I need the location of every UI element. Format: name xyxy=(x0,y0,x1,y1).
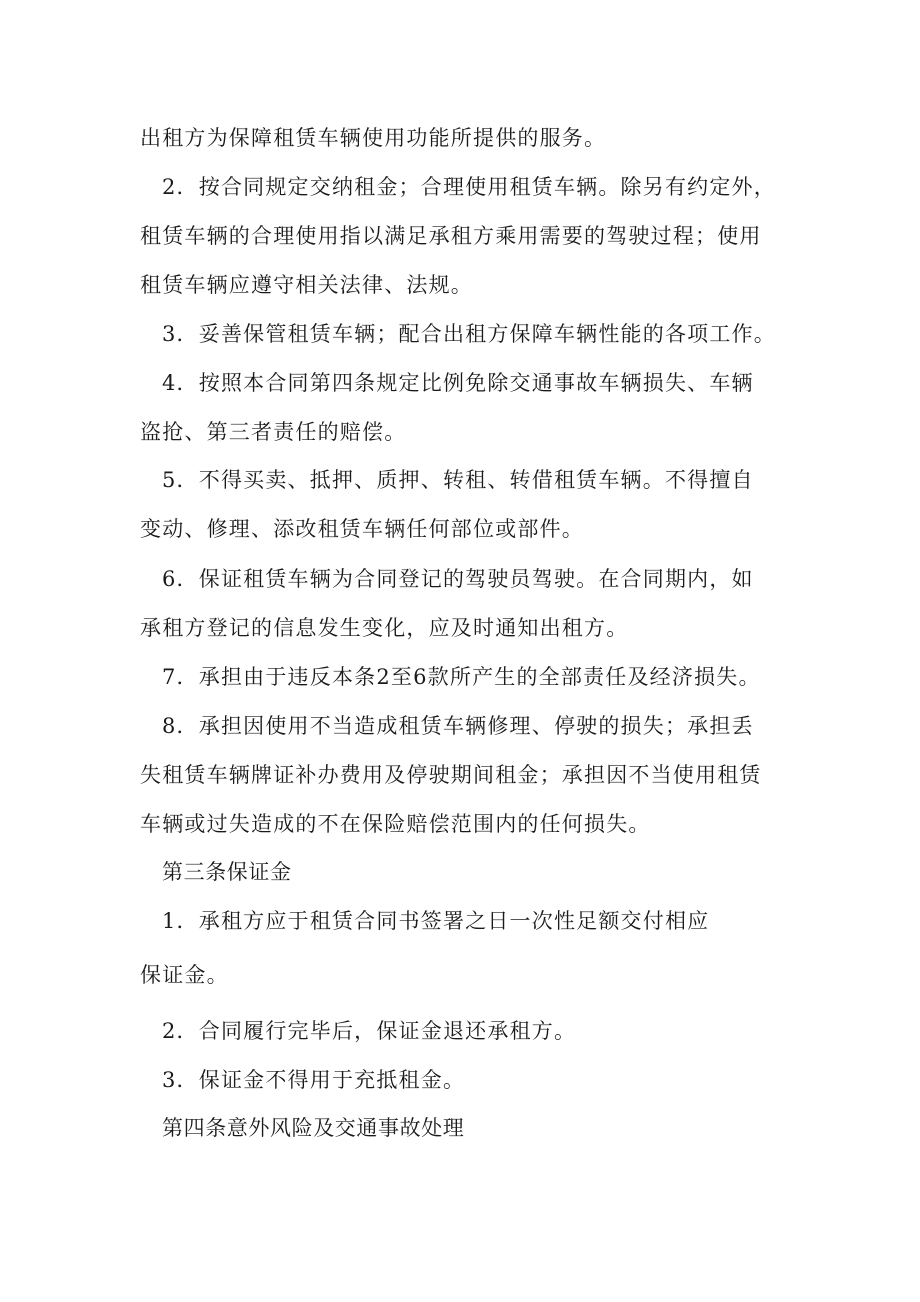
paragraph-line: 失租赁车辆牌证补办费用及停驶期间租金；承担因不当使用租赁 xyxy=(140,763,762,787)
clause-3-line: 3．妥善保管租赁车辆；配合出租方保障车辆性能的各项工作。 xyxy=(162,322,776,346)
paragraph-line: 盗抢、第三者责任的赔偿。 xyxy=(140,420,407,444)
paragraph-line: 出租方为保障租赁车辆使用功能所提供的服务。 xyxy=(140,126,607,150)
clause-4-line: 4．按照本合同第四条规定比例免除交通事故车辆损失、车辆 xyxy=(162,371,754,395)
section-heading-article-4: 第四条意外风险及交通事故处理 xyxy=(162,1116,465,1140)
clause-2-line: 2．按合同规定交纳租金；合理使用租赁车辆。除另有约定外， xyxy=(162,175,776,199)
paragraph-line: 变动、修理、添改租赁车辆任何部位或部件。 xyxy=(140,517,584,541)
clause-8-line: 8．承担因使用不当造成租赁车辆修理、停驶的损失；承担丢 xyxy=(162,714,754,738)
deposit-clause-1-line: 1．承租方应于租赁合同书签署之日一次性足额交付相应 xyxy=(162,909,710,933)
deposit-clause-2-line: 2．合同履行完毕后，保证金退还承租方。 xyxy=(162,1019,577,1043)
paragraph-line: 租赁车辆应遵守相关法律、法规。 xyxy=(140,273,473,297)
paragraph-line: 车辆或过失造成的不在保险赔偿范围内的任何损失。 xyxy=(140,812,651,836)
clause-5-line: 5．不得买卖、抵押、质押、转租、转借租赁车辆。不得擅自 xyxy=(162,468,754,492)
paragraph-line: 保证金。 xyxy=(140,963,229,987)
deposit-clause-3-line: 3．保证金不得用于充抵租金。 xyxy=(162,1068,466,1092)
paragraph-line: 承租方登记的信息发生变化，应及时通知出租方。 xyxy=(140,616,629,640)
paragraph-line: 租赁车辆的合理使用指以满足承租方乘用需要的驾驶过程；使用 xyxy=(140,224,762,248)
clause-7-line: 7．承担由于违反本条2至6款所产生的全部责任及经济损失。 xyxy=(162,665,761,689)
section-heading-article-3: 第三条保证金 xyxy=(162,860,292,884)
clause-6-line: 6．保证租赁车辆为合同登记的驾驶员驾驶。在合同期内，如 xyxy=(162,567,754,591)
